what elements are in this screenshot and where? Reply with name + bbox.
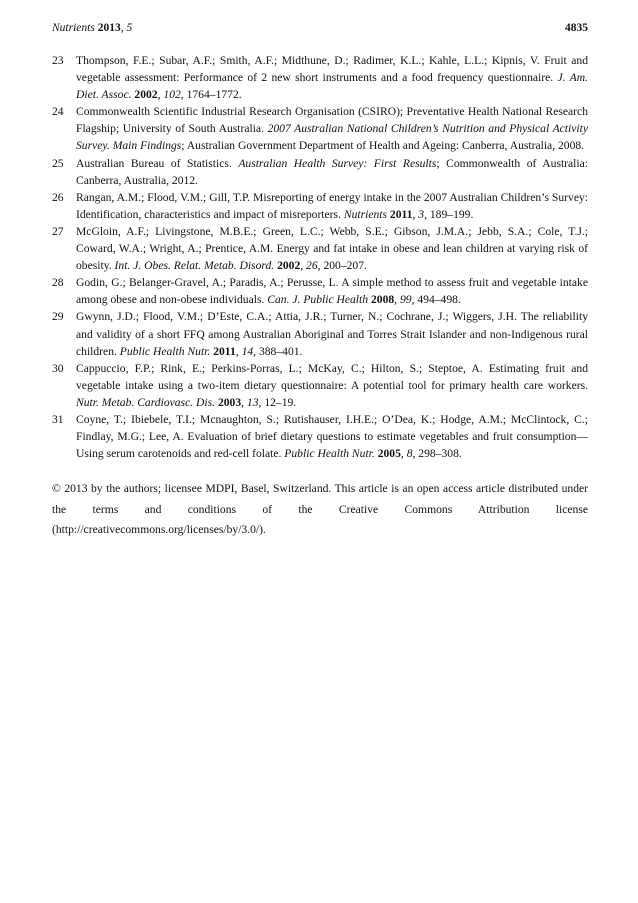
reference-item	[52, 411, 588, 462]
text-segment: McGloin, A.F.; Livingstone, M.B.E.; Green, L.C.; Webb, S.E.; Gibson, J.M.A.; Jebb, S.A.; Cole, T.J.; Coward, W.A.; Wright, A.; Prentice, A.M. Energy and fat intake in obese and lean children at varying risk of obesity.	[76, 224, 588, 273]
bold-segment: 2011	[389, 207, 413, 221]
reference-item	[52, 155, 588, 189]
reference-item	[52, 360, 588, 411]
text-segment: Thompson, F.E.; Subar, A.F.; Smith, A.F.; Midthune, D.; Radimer, K.L.; Kahle, L.L.; Kipnis, V. Fruit and vegetable assessment: Performance of 2 new short instruments and a food frequency questionnaire.	[76, 54, 588, 85]
text-segment: ,	[300, 259, 307, 273]
license-statement: © 2013 by the authors; licensee MDPI, Basel, Switzerland. This article is an open access article distributed under the terms and conditions of the Creative Commons Attribution license (http://creativecommons.org/licenses/by/3.0/).	[52, 482, 588, 537]
italic-segment: Australian Health Survey: First Results	[238, 156, 437, 170]
reference-text	[76, 155, 588, 189]
bold-segment: 2002	[277, 259, 301, 273]
text-segment: ,	[241, 395, 247, 409]
italic-segment: 26	[306, 259, 318, 273]
text-segment: ,	[235, 344, 242, 358]
bold-segment: 2002	[134, 88, 158, 102]
reference-item	[52, 189, 588, 223]
text-segment: , 494–498.	[411, 293, 461, 307]
reference-number: 23	[52, 54, 64, 67]
reference-number: 30	[52, 361, 64, 375]
text-segment: ,	[412, 207, 419, 221]
italic-segment: Nutrients	[343, 207, 388, 221]
italic-segment: J. Am. Diet. Assoc.	[76, 71, 588, 102]
reference-number: 29	[52, 310, 64, 324]
reference-item	[52, 223, 588, 274]
reference-text	[76, 411, 588, 462]
bold-segment: 2011	[213, 344, 236, 358]
text-segment: , 298–308.	[412, 447, 462, 461]
reference-item	[52, 274, 588, 308]
italic-segment: 14	[241, 344, 254, 358]
reference-text	[76, 274, 588, 308]
reference-text	[76, 189, 588, 223]
text-segment: Godin, G.; Belanger-Gravel, A.; Paradis, A.; Perusse, L. A simple method to assess fruit and vegetable intake among obese and non-obese individuals.	[76, 276, 588, 307]
italic-segment: 8	[406, 447, 413, 461]
reference-number: 24	[52, 105, 64, 119]
reference-number: 26	[52, 190, 64, 204]
journal-volume: 5	[126, 22, 133, 34]
text-segment: Gwynn, J.D.; Flood, V.M.; D’Este, C.A.; Attia, J.R.; Turner, N.; Cochrane, J.; Wiggers, J.H. The reliability and validity of a short FFQ among Australian Aboriginal and Torres Strait Islander and non-Indigenous rural children.	[76, 310, 588, 358]
italic-segment: 102	[163, 88, 181, 102]
reference-item	[52, 103, 588, 154]
italic-segment: Can. J. Public Health	[267, 293, 369, 307]
italic-segment: 3	[418, 207, 425, 221]
text-segment: ; Australian Government Department of Health and Ageing: Canberra, Australia, 2008.	[181, 139, 585, 153]
journal-year: 2013	[97, 22, 121, 34]
text-segment: , 12–19.	[258, 395, 297, 409]
reference-list	[52, 52, 588, 462]
text-segment: Coyne, T.; Ibiebele, T.I.; Mcnaughton, S.; Rutishauser, I.H.E.; O’Dea, K.; Hodge, A.M.; McClintock, C.; Findlay, M.G.; Lee, A. Evaluation of brief dietary questions to estimate vegetables and fruit consumption—Using serum carotenoids and red-cell folate.	[76, 412, 588, 461]
page	[52, 20, 588, 552]
reference-text	[76, 103, 588, 154]
reference-text	[76, 360, 588, 411]
page-number: 4835	[565, 22, 588, 34]
italic-segment: Nutr. Metab. Cardiovasc. Dis.	[76, 395, 216, 409]
text-segment: , 189–199.	[424, 207, 474, 221]
text-segment: Rangan, A.M.; Flood, V.M.; Gill, T.P. Misreporting of energy intake in the 2007 Australian Children’s Survey: Identification, characteristics and impact of misreporters.	[76, 190, 588, 221]
reference-text	[76, 52, 588, 103]
text-segment: , 388–401.	[253, 344, 303, 358]
text-segment: ,	[400, 447, 407, 461]
bold-segment: 2005	[377, 447, 401, 461]
reference-item	[52, 52, 588, 103]
running-header	[52, 20, 588, 36]
reference-item	[52, 308, 588, 359]
italic-segment: Public Health Nutr.	[284, 447, 375, 461]
bold-segment: 2003	[217, 395, 242, 409]
italic-segment: Int. J. Obes. Relat. Metab. Disord.	[114, 259, 275, 273]
text-segment: Commonwealth Scientific Industrial Research Organisation (CSIRO); Preventative Health National Research Flagship; University of South Australia.	[76, 105, 588, 136]
reference-number: 31	[52, 412, 64, 426]
reference-number: 28	[52, 276, 64, 290]
journal-name: Nutrients	[52, 22, 95, 34]
reference-number: 25	[52, 156, 64, 170]
reference-text	[76, 308, 588, 359]
text-segment: ; Commonwealth of Australia: Canberra, Australia, 2012.	[76, 156, 588, 187]
journal-citation: Nutrients 2013, 5	[52, 22, 133, 34]
italic-segment: Public Health Nutr.	[119, 344, 211, 358]
text-segment: Cappuccio, F.P.; Rink, E.; Perkins-Porras, L.; McKay, C.; Hilton, S.; Steptoe, A. Estimating fruit and vegetable intake using a two-item dietary questionnaire: A potential tool for primary health care workers.	[76, 361, 588, 392]
text-segment: Australian Bureau of Statistics.	[76, 156, 239, 170]
text-segment: , 1764–1772.	[180, 88, 242, 102]
italic-segment: 13	[246, 395, 259, 409]
text-segment: ,	[394, 293, 400, 307]
italic-segment: 99	[399, 293, 412, 307]
reference-number: 27	[52, 224, 64, 238]
italic-segment: 2007 Australian National Children’s Nutrition and Physical Activity Survey. Main Findings	[76, 122, 588, 153]
reference-text	[76, 223, 588, 274]
bold-segment: 2008	[370, 293, 395, 307]
text-segment: , 200–207.	[317, 259, 367, 273]
text-segment: ,	[157, 88, 164, 102]
